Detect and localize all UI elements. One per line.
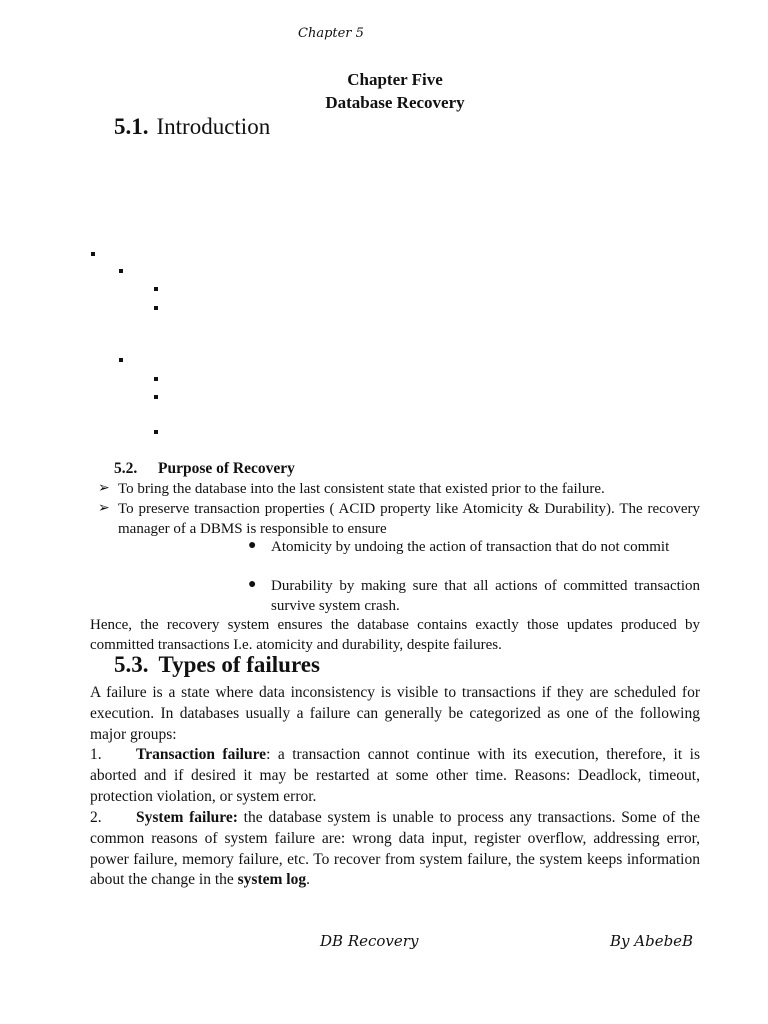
bullet-marker	[154, 306, 158, 310]
transaction-failure-text: : a transaction cannot continue with its execution, therefore, it is aborted and if desired it may be restarted at some other time. Reasons: Deadlock, timeout, protection violation, or system error.	[90, 746, 700, 805]
system-failure-text: the database system is unable to process any transactions. Some of the common reasons of system failure are: wrong data input, register overflow, addressing error, power failure, memory failure, etc. To recover from system failure, the system keeps information about the change in the	[90, 809, 700, 889]
section-number: 5.1.	[114, 114, 149, 139]
chapter-title: Database Recovery	[325, 93, 465, 112]
types-intro-paragraph: A failure is a state where data inconsistency is visible to transactions if they are scheduled for execution. In databases usually a failure can generally be categorized as one of the following major groups:	[90, 684, 700, 743]
section-types-heading	[114, 652, 320, 678]
section-title: Types of failures	[158, 652, 320, 677]
section-title: Introduction	[156, 114, 271, 139]
list-number: 2.	[90, 809, 102, 826]
purpose-item-2: To preserve transaction properties ( ACID property like Atomicity & Durability). The recovery manager of a DBMS is responsible to ensure	[118, 501, 700, 537]
system-failure-paragraph	[90, 808, 700, 891]
running-head: Chapter 5	[298, 26, 364, 41]
arrow-bullet-icon: ➢	[98, 481, 110, 496]
bullet-dot-icon: ●	[248, 577, 257, 592]
section-number: 5.2.	[114, 460, 138, 477]
bullet-dot-icon: ●	[248, 538, 257, 553]
chapter-number: Chapter Five	[347, 70, 443, 89]
list-number: 1.	[90, 746, 102, 763]
term-system-log: system log	[237, 871, 307, 889]
bullet-marker	[154, 377, 158, 381]
bullet-marker	[154, 287, 158, 291]
bullet-marker	[154, 395, 158, 399]
bullet-marker	[154, 430, 158, 434]
purpose-item-1: To bring the database into the last consistent state that existed prior to the failure.	[118, 481, 605, 497]
footer-title: DB Recovery	[320, 932, 419, 950]
section-title: Purpose of Recovery	[158, 460, 295, 477]
arrow-bullet-icon: ➢	[98, 501, 110, 516]
term-system-failure: System failure:	[136, 809, 238, 826]
purpose-conclusion: Hence, the recovery system ensures the database contains exactly those updates produced by committed transactions I.e. atomicity and durability, despite failures.	[90, 617, 700, 653]
bullet-marker	[119, 358, 123, 362]
term-transaction-failure: Transaction failure	[136, 746, 267, 763]
section-intro-heading	[114, 114, 270, 140]
purpose-subitem-1: Atomicity by undoing the action of transaction that do not commit	[271, 539, 670, 555]
section-number: 5.3.	[114, 652, 149, 677]
transaction-failure-paragraph	[90, 745, 700, 807]
bullet-marker	[91, 252, 95, 256]
system-failure-end: .	[306, 871, 310, 889]
bullet-marker	[119, 269, 123, 273]
section-purpose-heading	[114, 460, 295, 478]
purpose-subitem-2: Durability by making sure that all actions of committed transaction survive system crash.	[271, 578, 700, 614]
footer-author: By AbebeB	[610, 932, 694, 950]
